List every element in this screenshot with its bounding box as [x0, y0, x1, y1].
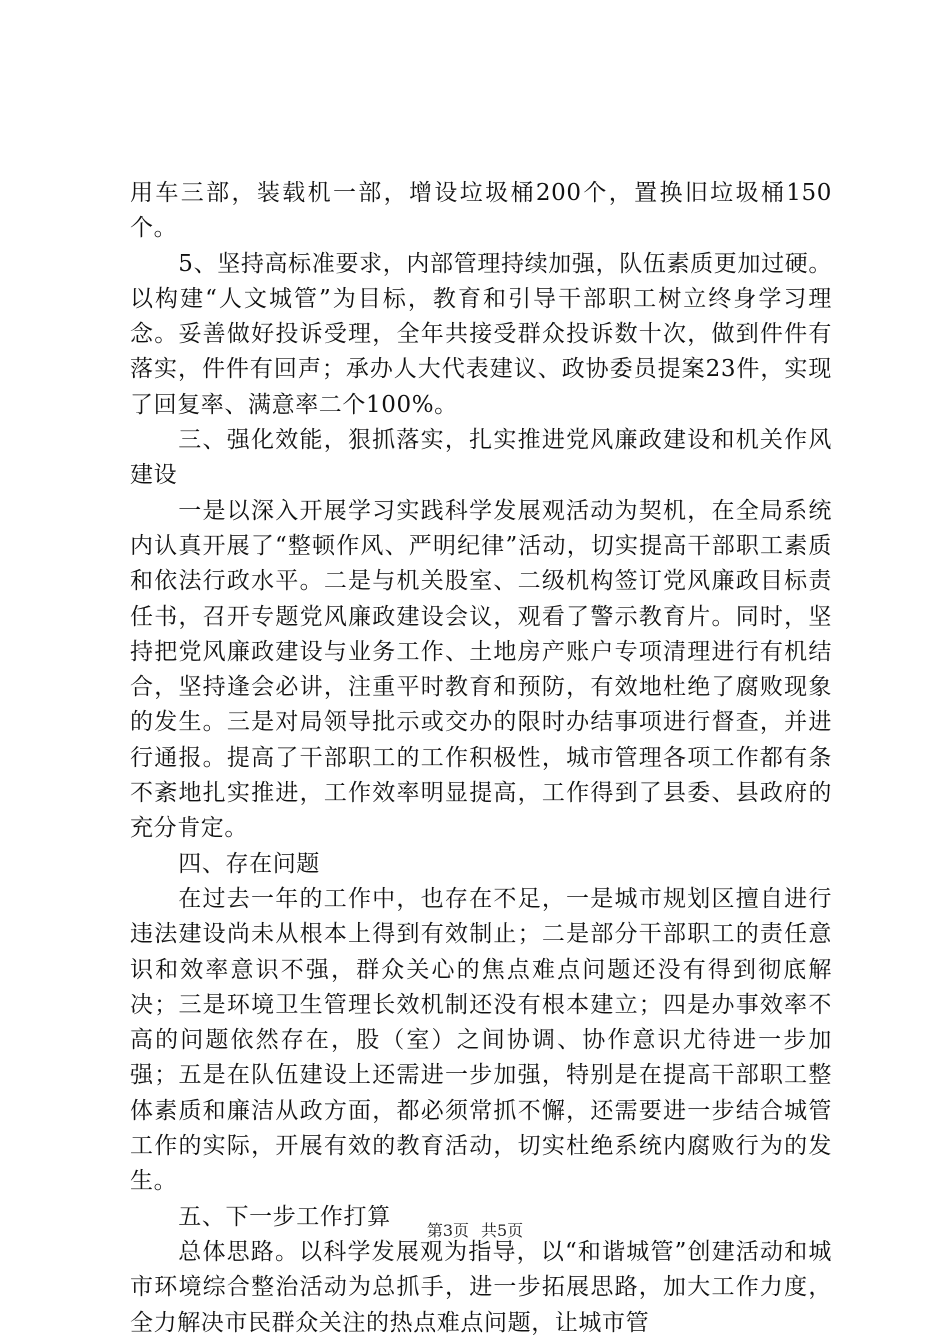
section-heading-3: 三、强化效能，狠抓落实，扎实推进党风廉政建设和机关作风建设	[130, 427, 832, 489]
paragraph-continuation: 用车三部，装载机一部，增设垃圾桶200个，置换旧垃圾桶150个。	[130, 180, 832, 242]
page-number: 第3页	[426, 1221, 469, 1240]
paragraph-section-4-body: 在过去一年的工作中，也存在不足，一是城市规划区擅自进行违法建设尚未从根本上得到有效制止；二是部分干部职工的责任意识和效率意识不强，群众关心的焦点难点问题还没有得到彻底解决；三是环境卫生管理长效机制还没有根本建立；四是办事效率不高的问题依然存在，股（室）之间协调、协作意识尤待进一步加强；五是在队伍建设上还需进一步加强，特别是在提高干部职工整体素质和廉洁从政方面，都必须常抓不懈，还需要进一步结合城管工作的实际，开展有效的教育活动，切实杜绝系统内腐败行为的发生。	[130, 885, 832, 1195]
section-heading-5: 五、下一步工作打算	[178, 1203, 391, 1230]
page-footer	[0, 1218, 950, 1241]
paragraph-section-5-body: 总体思路。以科学发展观为指导，以“和谐城管”创建活动和城市环境综合整治活动为总抓手，进一步拓展思路，加大工作力度，全力解决市民群众关注的热点难点问题，让城市管	[130, 1238, 832, 1336]
document-body	[130, 176, 832, 1341]
paragraph-item-5: 5、坚持高标准要求，内部管理持续加强，队伍素质更加过硬。以构建“人文城管”为目标，教育和引导干部职工树立终身学习理念。妥善做好投诉受理，全年共接受群众投诉数十次，做到件件有落实，件件有回声；承办人大代表建议、政协委员提案23件，实现了回复率、满意率二个100%。	[130, 250, 832, 418]
page-total: 共5页	[481, 1221, 524, 1240]
section-heading-4: 四、存在问题	[178, 850, 320, 877]
paragraph-section-3-body: 一是以深入开展学习实践科学发展观活动为契机，在全局系统内认真开展了“整顿作风、严明纪律”活动，切实提高干部职工素质和依法行政水平。二是与机关股室、二级机构签订党风廉政目标责任书，召开专题党风廉政建设会议，观看了警示教育片。同时，坚持把党风廉政建设与业务工作、土地房产账户专项清理进行有机结合，坚持逢会必讲，注重平时教育和预防，有效地杜绝了腐败现象的发生。三是对局领导批示或交办的限时办结事项进行督查，并进行通报。提高了干部职工的工作积极性，城市管理各项工作都有条不紊地扎实推进，工作效率明显提高，工作得到了县委、县政府的充分肯定。	[130, 497, 832, 842]
